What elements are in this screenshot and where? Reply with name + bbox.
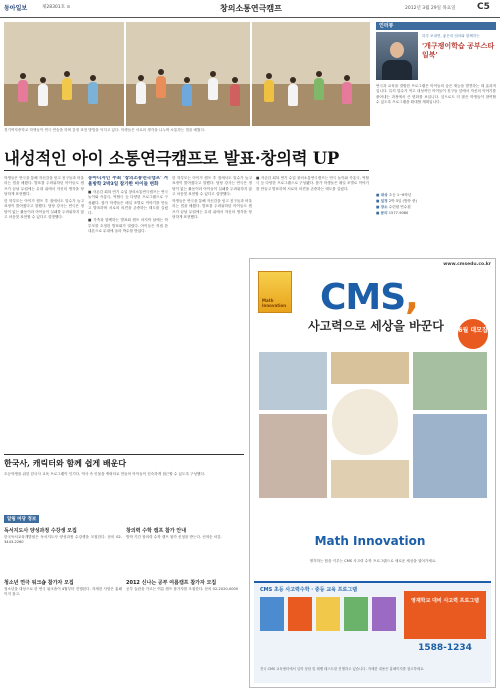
lower-headline: 한국사, 캐릭터와 함께 쉽게 배운다 <box>4 458 127 468</box>
ad-book-list <box>260 597 400 657</box>
ad-program-title: CMS 초등 사고력수학 · 중등 교육 프로그램 <box>260 587 358 593</box>
publish-date: 2012년 3월 29일 목요일 <box>405 6 456 11</box>
ad-subtext: 생각하는 힘을 키우는 CMS 사고력 수학 프로그램으로 새로운 세상을 열어가세요. <box>309 559 437 563</box>
newspaper-brand: 동아일보 <box>4 5 28 12</box>
info-row: ■ 대상 초등 1~6학년 <box>376 193 412 197</box>
notice-section-tag: 알림 마당 정보 <box>4 515 39 523</box>
ad-program-panel <box>254 581 491 683</box>
notice-item: 청소년 연극 워크숍 참가자 모집 청소년을 대상으로 한 연극 워크숍이 4월부터 진행된다. 자세한 사항은 홈페이지 참고. <box>4 580 122 597</box>
notice-item: 창의력 수학 캠프 참가 안내 방학 기간 창의력 수학 캠프 참가 신청을 받는다. 선착순 마감. <box>126 528 222 539</box>
article-column-4 <box>256 176 369 254</box>
article-paragraph: ■ 가족과 함께하는 발표회 캠프 마지막 날에는 학부모를 초청한 발표회가 열렸다. 아이들은 직접 쓴 대본으로 무대에 올라 박수를 받았다. <box>88 218 168 234</box>
info-row: ■ 문의 1577-9080 <box>376 211 409 215</box>
cms-advertisement <box>249 258 496 688</box>
article-paragraph: ■ 자존감 회복 연기 수업 창의소통연극캠프는 연극 놀이와 즉흥극, 역할극 등 다양한 프로그램으로 구성됐다. 참가 학생들은 매일 조별로 이야기를 만들고 발표하며 서로의 의견을 존중하는 태도를 길렀다. <box>88 190 168 216</box>
photo-left <box>4 22 124 126</box>
article-paragraph: 한 학부모는 아이가 캠프 후 집에서도 말수가 늘고 표정이 밝아졌다고 말했다. 담당 강사는 연극은 정답이 없는 활동이라 아이들이 실패를 두려워하지 않고 마음껏 표현할 수 있다고 설명했다. <box>172 176 252 196</box>
page-header <box>0 0 500 18</box>
info-row: ■ 일정 2박 3일 (방학 중) <box>376 199 417 203</box>
interview-label: 인터뷰 <box>376 22 496 30</box>
ad-promo-box: 영재학교 대비 사고력 프로그램 <box>404 591 486 639</box>
ad-url: www.cmsedu.co.kr <box>443 262 491 267</box>
article-column-2 <box>88 176 168 434</box>
interviewee-photo <box>376 32 418 80</box>
article-paragraph: ■ 자존감 회복 연기 수업 창의소통연극캠프는 연극 놀이와 즉흥극, 역할극 등 다양한 프로그램으로 구성됐다. 참가 학생들은 매일 조별로 이야기를 만들고 발표하며 서로의 의견을 존중하는 태도를 길렀다. <box>256 176 369 191</box>
article-column-1 <box>4 176 84 434</box>
info-row: ■ 장소 수련원 연수원 <box>376 205 411 209</box>
ad-slogan: 사고력으로 세상을 바꾼다 <box>308 319 444 333</box>
photo-center <box>126 22 250 126</box>
article-paragraph: 학생들은 연극을 통해 자신감을 얻고 친구들과 어울리는 법을 배웠다. 발표를 두려워하던 아이들도 캠프가 끝날 무렵에는 무대 위에서 자신의 생각을 당당하게 표현했다. <box>172 199 252 220</box>
program-info-list <box>376 192 496 216</box>
ad-banner: Math Innovation <box>314 534 426 548</box>
interview-sidebar <box>376 22 496 257</box>
article-paragraph: 한 학부모는 아이가 캠프 후 집에서도 말수가 늘고 표정이 밝아졌다고 말했다. 담당 강사는 연극은 정답이 없는 활동이라 아이들이 실패를 두려워하지 않고 마음껏 표현할 수 있다고 설명했다. <box>4 199 84 220</box>
interview-quote-intro: 하루 보내면, 좋은의 엄마와 함께하는 <box>422 34 480 38</box>
ad-photo-collage <box>258 351 488 501</box>
notice-item: 2012 신나는 공부 여름캠프 참가자 모집 공부 습관을 기르는 여름 캠프 참가자를 모집한다. 문의 02-2020-0000 <box>126 580 239 591</box>
article-paragraph: 학생들은 연극을 통해 자신감을 얻고 친구들과 어울리는 법을 배웠다. 발표를 두려워하던 아이들도 캠프가 끝날 무렵에는 무대 위에서 자신의 생각을 당당하게 표현했다. <box>4 176 84 196</box>
main-headline: 내성적인 아이 소통연극캠프로 발표·창의력 UP <box>4 149 339 168</box>
lower-article-text: 초등학생을 위한 한국사 교육 프로그램이 인기다. 역사 속 인물을 캐릭터로 만들어 아이들이 친숙하게 접근할 수 있도록 구성했다. <box>4 472 206 476</box>
divider <box>4 454 244 455</box>
ad-book-cover: Math Innovation <box>258 271 292 313</box>
ad-footnote: 전국 CMS 교육센터에서 입학 상담 및 레벨 테스트를 진행하고 있습니다. 자세한 내용은 홈페이지를 참고하세요. <box>260 667 425 671</box>
article-column-3 <box>172 176 252 434</box>
ad-phone: 1588-1234 <box>418 643 472 653</box>
photo-right <box>252 22 370 126</box>
notice-item: 독서지도사 양성과정 수강생 모집 한국독서교육개발원은 독서지도사 양성과정 수강생을 모집한다. 문의 02-3443-2260 <box>4 528 122 545</box>
page-number: C5 <box>477 2 490 12</box>
interview-quote: '개구쟁이학습 공부스타일북' <box>422 42 495 59</box>
ad-brand-logo: CMS, <box>320 277 418 318</box>
interview-text: 연극과 교육을 결합한 프로그램은 아이들의 숨은 재능을 발견하는 데 효과적입니다. 특히 말수가 적고 내성적인 아이들이 친구들 앞에서 자신의 이야기를 풀어내는 과정에서 큰 변화를 보입니다. 앞으로도 더 많은 학생들이 참여할 수 있도록 프로그램을 확대할 계획입니다. <box>376 84 496 104</box>
ad-recruit-badge: 6월 대모집 <box>458 319 488 349</box>
photo-caption: 경기여자중학교 학생들이 연극 연습을 하며 감정 표현 방법을 익히고 있다. 학생들은 서로의 생각을 나누며 소통하는 법을 배웠다. <box>4 128 206 132</box>
issue-number: 제28301호 ⊙ <box>42 5 71 10</box>
divider <box>4 170 369 171</box>
section-title: 창의소통연극캠프 <box>220 4 282 13</box>
article-subhead: 동아디자인 주최 '창의소통연극캠프' 겨울방학 2박3일 참가한 아이들 변화 <box>88 176 168 187</box>
